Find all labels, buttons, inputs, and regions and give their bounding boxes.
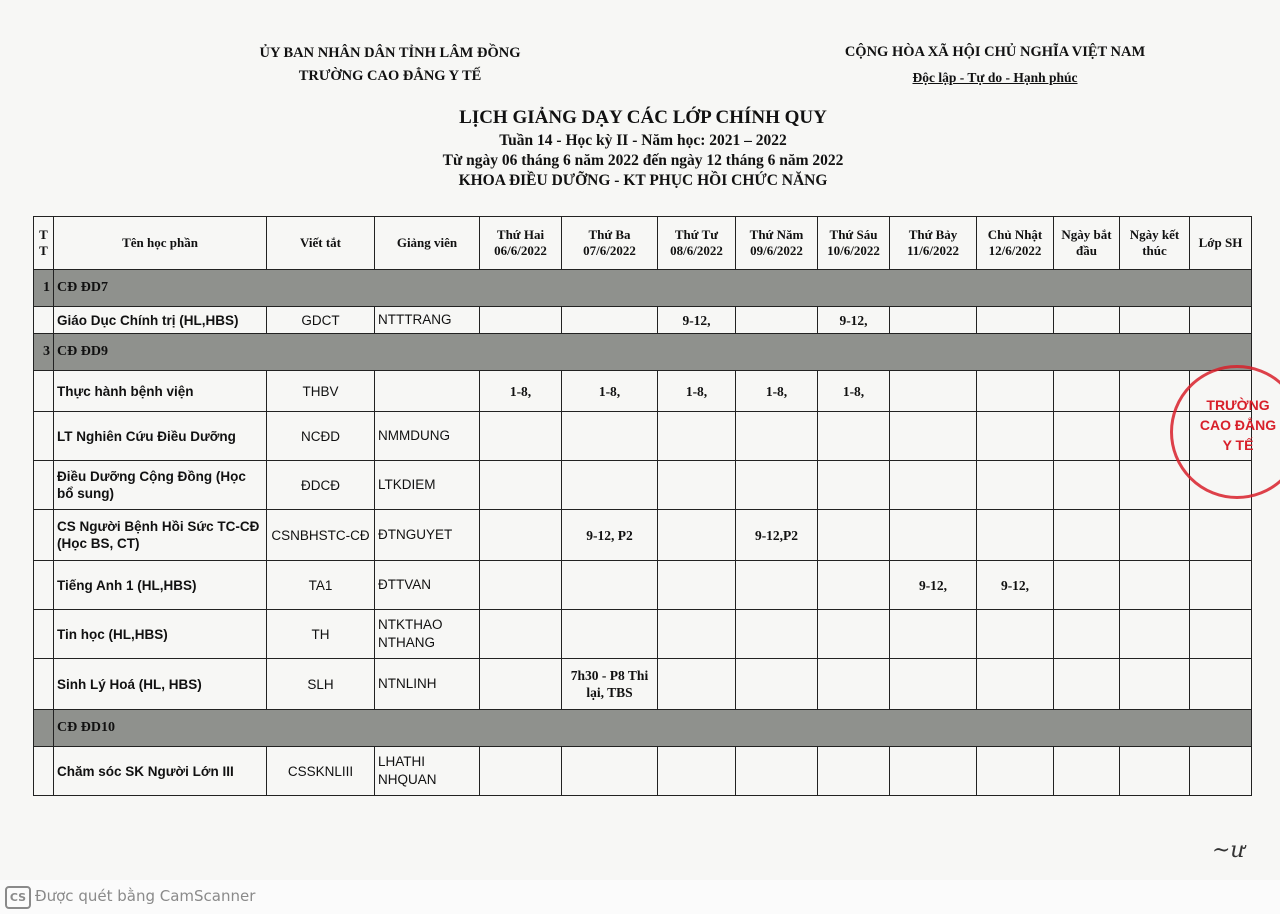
col-lecturer: Giảng viên [375, 217, 480, 270]
course-name: Sinh Lý Hoá (HL, HBS) [54, 659, 267, 710]
scanner-note: Được quét bằng CamScanner [35, 887, 256, 905]
class-cell [1190, 307, 1252, 334]
lecturer: NTKTHAO NTHANG [375, 610, 480, 659]
col-tt: T T [34, 217, 54, 270]
day-cell-wed [658, 659, 736, 710]
day-cell-tue [562, 561, 658, 610]
start-date-cell [1054, 659, 1120, 710]
day-cell-wed [658, 747, 736, 796]
col-abbr: Viết tắt [267, 217, 375, 270]
end-date-cell [1120, 510, 1190, 561]
row-number-cell [34, 510, 54, 561]
section-number: 3 [34, 334, 54, 371]
lecturer: NTNLINH [375, 659, 480, 710]
day-cell-tue: 9-12, P2 [562, 510, 658, 561]
day-cell-tue [562, 307, 658, 334]
day-cell-sat: 9-12, [890, 561, 977, 610]
day-cell-thu [736, 747, 818, 796]
start-date-cell [1054, 371, 1120, 412]
table-row [34, 412, 1252, 461]
lecturer: ĐTTVAN [375, 561, 480, 610]
day-cell-tue [562, 461, 658, 510]
day-cell-wed [658, 412, 736, 461]
course-name: Chăm sóc SK Người Lớn III [54, 747, 267, 796]
section-number [34, 710, 54, 747]
class-cell [1190, 561, 1252, 610]
course-abbr: NCĐD [267, 412, 375, 461]
title-faculty: KHOA ĐIỀU DƯỠNG - KT PHỤC HỒI CHỨC NĂNG [458, 172, 828, 189]
start-date-cell [1054, 747, 1120, 796]
day-cell-mon [480, 307, 562, 334]
row-number-cell [34, 371, 54, 412]
day-cell-mon [480, 659, 562, 710]
course-name: Giáo Dục Chính trị (HL,HBS) [54, 307, 267, 334]
course-abbr: TH [267, 610, 375, 659]
day-cell-sun: 9-12, [977, 561, 1054, 610]
course-name: Tiếng Anh 1 (HL,HBS) [54, 561, 267, 610]
day-cell-thu [736, 610, 818, 659]
course-name: CS Người Bệnh Hồi Sức TC-CĐ (Học BS, CT) [54, 510, 267, 561]
national-motto [830, 40, 1160, 90]
end-date-cell [1120, 561, 1190, 610]
section-row [34, 710, 1252, 747]
day-cell-thu [736, 461, 818, 510]
table-row [34, 747, 1252, 796]
row-number-cell [34, 461, 54, 510]
col-wed: Thứ Tư 08/6/2022 [658, 217, 736, 270]
day-cell-wed: 1-8, [658, 371, 736, 412]
day-cell-mon [480, 747, 562, 796]
day-cell-tue [562, 610, 658, 659]
start-date-cell [1054, 461, 1120, 510]
end-date-cell [1120, 307, 1190, 334]
day-cell-fri [818, 610, 890, 659]
lecturer: NMMDUNG [375, 412, 480, 461]
row-number-cell [34, 561, 54, 610]
end-date-cell [1120, 461, 1190, 510]
day-cell-sun [977, 371, 1054, 412]
col-fri: Thứ Sáu 10/6/2022 [818, 217, 890, 270]
schedule-table [33, 216, 1252, 796]
table-row [34, 610, 1252, 659]
class-cell [1190, 747, 1252, 796]
start-date-cell [1054, 412, 1120, 461]
row-number-cell [34, 747, 54, 796]
day-cell-wed: 9-12, [658, 307, 736, 334]
day-cell-mon [480, 461, 562, 510]
course-abbr: SLH [267, 659, 375, 710]
day-cell-fri [818, 510, 890, 561]
end-date-cell [1120, 747, 1190, 796]
col-sat: Thứ Bảy 11/6/2022 [890, 217, 977, 270]
day-cell-tue: 7h30 - P8 Thi lại, TBS [562, 659, 658, 710]
day-cell-mon: 1-8, [480, 371, 562, 412]
course-abbr: CSNBHSTC-CĐ [267, 510, 375, 561]
lecturer: LHATHI NHQUAN [375, 747, 480, 796]
day-cell-tue: 1-8, [562, 371, 658, 412]
day-cell-thu [736, 659, 818, 710]
course-abbr: CSSKNLIII [267, 747, 375, 796]
lecturer: ĐTNGUYET [375, 510, 480, 561]
day-cell-tue [562, 747, 658, 796]
table-row [34, 371, 1252, 412]
start-date-cell [1054, 561, 1120, 610]
col-name: Tên học phần [54, 217, 267, 270]
issuer-school: TRƯỜNG CAO ĐẲNG Y TẾ [298, 68, 482, 84]
lecturer [375, 371, 480, 412]
course-name: Thực hành bệnh viện [54, 371, 267, 412]
day-cell-thu [736, 561, 818, 610]
section-name: CĐ ĐD10 [54, 710, 1252, 747]
day-cell-sat [890, 461, 977, 510]
col-mon: Thứ Hai 06/6/2022 [480, 217, 562, 270]
end-date-cell [1120, 659, 1190, 710]
day-cell-mon [480, 610, 562, 659]
start-date-cell [1054, 307, 1120, 334]
section-number: 1 [34, 270, 54, 307]
scanner-footer [0, 880, 1280, 914]
course-abbr: THBV [267, 371, 375, 412]
day-cell-thu: 9-12,P2 [736, 510, 818, 561]
title-week: Tuần 14 - Học kỳ II - Năm học: 2021 – 2022 [499, 132, 787, 149]
day-cell-mon [480, 510, 562, 561]
lecturer: NTTTRANG [375, 307, 480, 334]
row-number-cell [34, 307, 54, 334]
title-main: LỊCH GIẢNG DẠY CÁC LỚP CHÍNH QUY [459, 107, 827, 128]
course-abbr: ĐDCĐ [267, 461, 375, 510]
course-abbr: TA1 [267, 561, 375, 610]
start-date-cell [1054, 510, 1120, 561]
course-abbr: GDCT [267, 307, 375, 334]
section-row [34, 270, 1252, 307]
row-number-cell [34, 412, 54, 461]
day-cell-fri: 1-8, [818, 371, 890, 412]
signature-mark: ~ư [1212, 838, 1245, 863]
day-cell-sat [890, 610, 977, 659]
day-cell-fri [818, 659, 890, 710]
day-cell-sat [890, 659, 977, 710]
day-cell-fri [818, 561, 890, 610]
col-sun: Chủ Nhật 12/6/2022 [977, 217, 1054, 270]
day-cell-sun [977, 412, 1054, 461]
col-class: Lớp SH [1190, 217, 1252, 270]
class-cell [1190, 610, 1252, 659]
col-end: Ngày kết thúc [1120, 217, 1190, 270]
col-thu: Thứ Năm 09/6/2022 [736, 217, 818, 270]
end-date-cell [1120, 610, 1190, 659]
day-cell-sun [977, 659, 1054, 710]
day-cell-fri [818, 412, 890, 461]
issuer-province: ỦY BAN NHÂN DÂN TỈNH LÂM ĐỒNG [259, 45, 521, 61]
start-date-cell [1054, 610, 1120, 659]
table-row [34, 307, 1252, 334]
day-cell-sun [977, 307, 1054, 334]
table-row [34, 659, 1252, 710]
day-cell-wed [658, 510, 736, 561]
day-cell-thu [736, 412, 818, 461]
col-start: Ngày bắt đầu [1054, 217, 1120, 270]
day-cell-sun [977, 461, 1054, 510]
day-cell-fri: 9-12, [818, 307, 890, 334]
row-number-cell [34, 659, 54, 710]
section-name: CĐ ĐD7 [54, 270, 1252, 307]
title-range: Từ ngày 06 tháng 6 năm 2022 đến ngày 12 tháng 6 năm 2022 [442, 152, 844, 169]
day-cell-thu [736, 307, 818, 334]
day-cell-sat [890, 747, 977, 796]
day-cell-tue [562, 412, 658, 461]
course-name: Tin học (HL,HBS) [54, 610, 267, 659]
day-cell-sun [977, 610, 1054, 659]
day-cell-sat [890, 307, 977, 334]
table-row [34, 461, 1252, 510]
document-title [300, 105, 986, 191]
table-row [34, 561, 1252, 610]
motto-slogan: Độc lập - Tự do - Hạnh phúc [912, 70, 1078, 85]
section-row [34, 334, 1252, 371]
day-cell-sat [890, 371, 977, 412]
day-cell-fri [818, 747, 890, 796]
day-cell-sun [977, 510, 1054, 561]
day-cell-mon [480, 412, 562, 461]
class-cell [1190, 510, 1252, 561]
lecturer: LTKDIEM [375, 461, 480, 510]
day-cell-sun [977, 747, 1054, 796]
course-name: Điều Dưỡng Cộng Đồng (Học bổ sung) [54, 461, 267, 510]
camscanner-logo-icon: CS [5, 886, 31, 909]
day-cell-wed [658, 461, 736, 510]
school-seal-text: TRƯỜNG CAO ĐẲNG Y TẾ [1199, 397, 1277, 453]
day-cell-wed [658, 610, 736, 659]
issuer-header [230, 42, 550, 88]
row-number-cell [34, 610, 54, 659]
header-row [34, 217, 1252, 270]
course-name: LT Nghiên Cứu Điều Dưỡng [54, 412, 267, 461]
day-cell-fri [818, 461, 890, 510]
section-name: CĐ ĐD9 [54, 334, 1252, 371]
day-cell-wed [658, 561, 736, 610]
col-tue: Thứ Ba 07/6/2022 [562, 217, 658, 270]
day-cell-mon [480, 561, 562, 610]
motto-country: CỘNG HÒA XÃ HỘI CHỦ NGHĨA VIỆT NAM [844, 44, 1146, 60]
day-cell-sat [890, 412, 977, 461]
day-cell-sat [890, 510, 977, 561]
table-row [34, 510, 1252, 561]
class-cell [1190, 659, 1252, 710]
day-cell-thu: 1-8, [736, 371, 818, 412]
